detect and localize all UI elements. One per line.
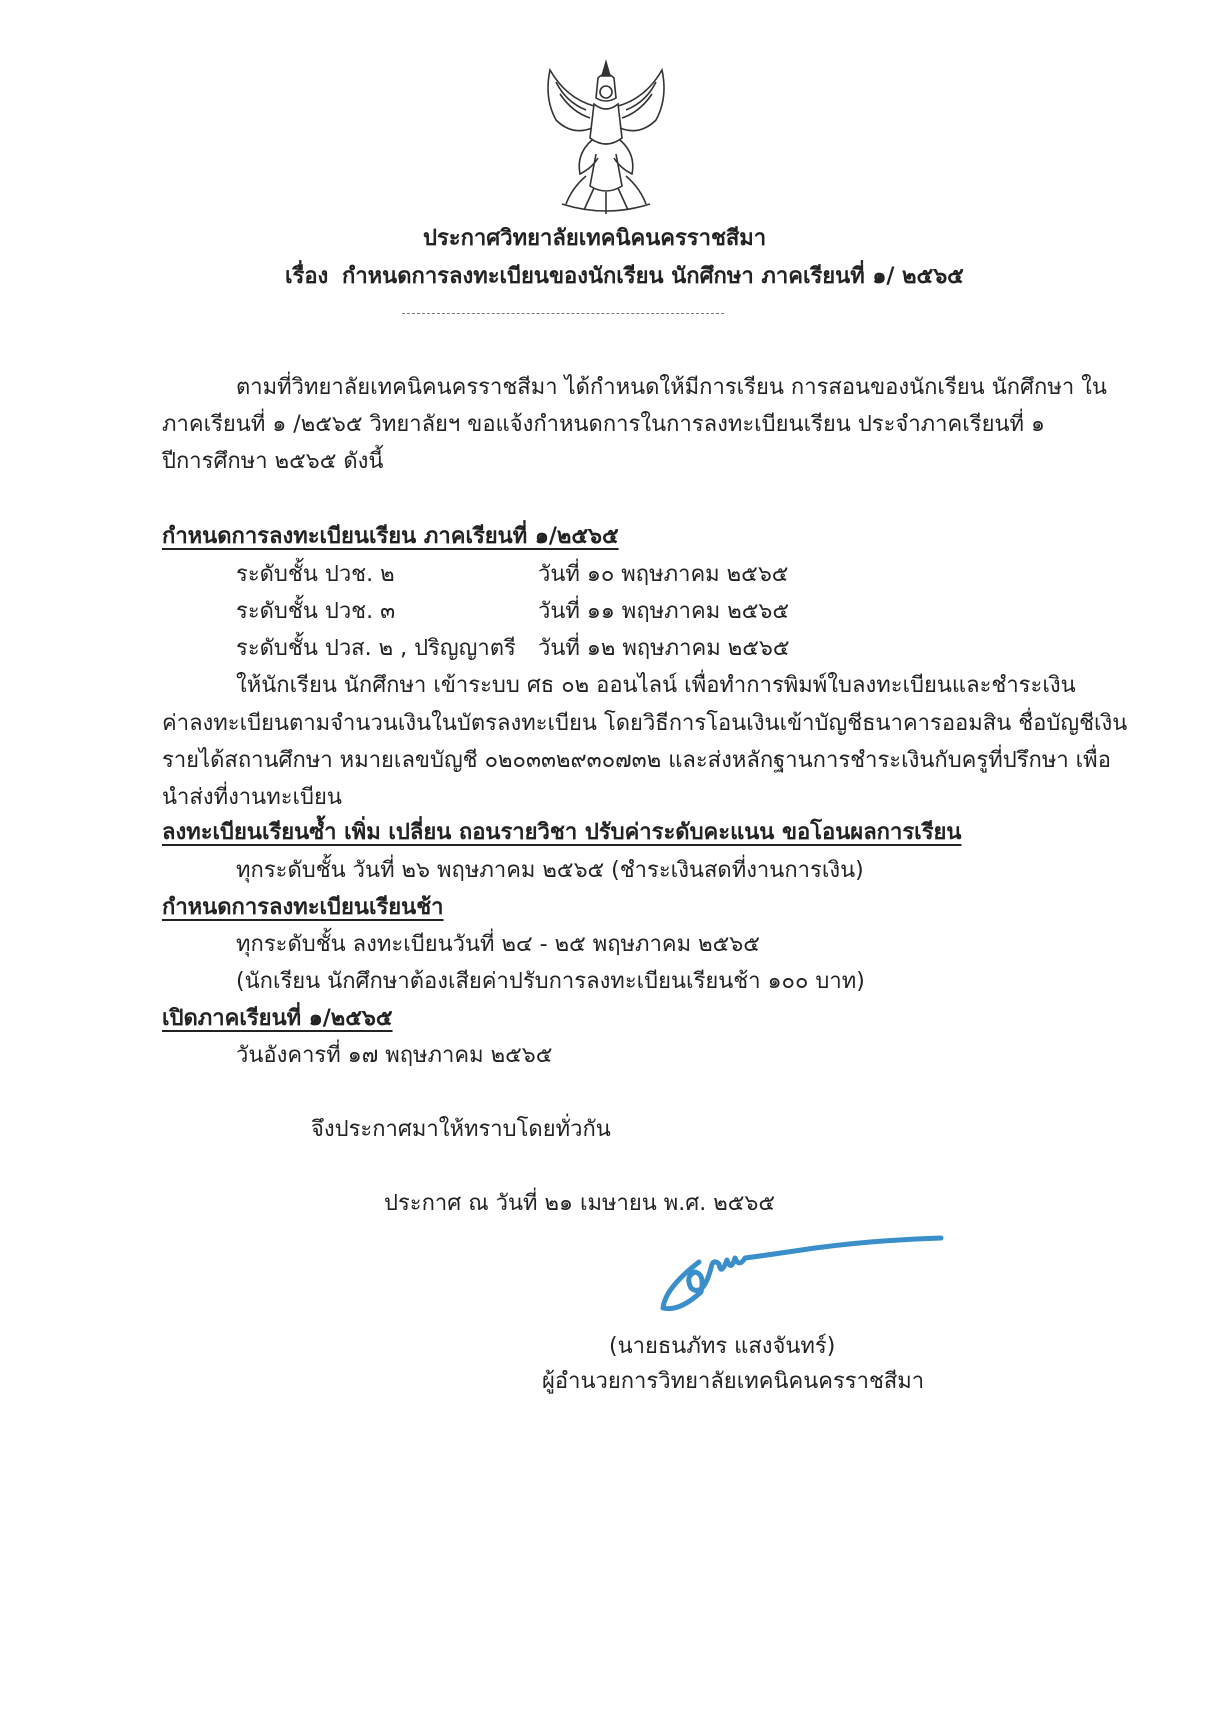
signature-image [655,1228,945,1318]
announcement-date: ประกาศ ณ วันที่ ๒๑ เมษายน พ.ศ. ๒๕๖๕ [384,1191,775,1216]
closing-announcement: จึงประกาศมาให้ทราบโดยทั่วกัน [311,1117,611,1142]
section-late-heading: กำหนดการลงทะเบียนเรียนช้า [162,895,444,920]
section-registration-heading: กำหนดการลงทะเบียนเรียน ภาคเรียนที่ ๑/๒๕๖๕ [162,524,619,549]
payment-line-4: นำส่งที่งานทะเบียน [162,785,342,810]
schedule-date: วันที่ ๑๒ พฤษภาคม ๒๕๖๕ [538,636,790,661]
payment-line-1: ให้นักเรียน นักศึกษา เข้าระบบ ศธ ๐๒ ออนไลน์ เพื่อทำการพิมพ์ใบลงทะเบียนและชำระเงิน [236,673,1076,698]
subject-text: กำหนดการลงทะเบียนของนักเรียน นักศึกษา ภาคเรียนที่ ๑/ ๒๕๖๕ [342,264,964,289]
subject-label: เรื่อง [285,264,329,289]
section-semester-open-heading: เปิดภาคเรียนที่ ๑/๒๕๖๕ [162,1006,393,1031]
late-fee-line: (นักเรียน นักศึกษาต้องเสียค่าปรับการลงทะเบียนเรียนช้า ๑๐๐ บาท) [236,969,865,994]
schedule-level: ระดับชั้น ปวช. ๒ [236,562,395,587]
signatory-position: ผู้อำนวยการวิทยาลัยเทคนิคนครราชสีมา [542,1369,925,1394]
late-date-line: ทุกระดับชั้น ลงทะเบียนวันที่ ๒๔ - ๒๕ พฤษภาคม ๒๕๖๕ [236,932,760,957]
payment-line-3: รายได้สถานศึกษา หมายเลขบัญชี ๐๒๐๓๓๒๙๓๐๗๓๒ และส่งหลักฐานการชำระเงินกับครูที่ปรึกษา เพื่อ [162,748,1111,773]
schedule-level: ระดับชั้น ปวส. ๒ , ปริญญาตรี [236,636,516,661]
intro-line-3: ปีการศึกษา ๒๕๖๕ ดังนี้ [162,449,384,474]
schedule-level: ระดับชั้น ปวช. ๓ [236,599,396,624]
schedule-date: วันที่ ๑๐ พฤษภาคม ๒๕๖๕ [538,562,789,587]
intro-line-1: ตามที่วิทยาลัยเทคนิคนครราชสีมา ได้กำหนดให้มีการเรียน การสอนของนักเรียน นักศึกษา ใน [236,375,1107,400]
garuda-emblem [536,58,676,218]
intro-line-2: ภาคเรียนที่ ๑ /๒๕๖๕ วิทยาลัยฯ ขอแจ้งกำหนดการในการลงทะเบียนเรียน ประจำภาคเรียนที่ ๑ [162,412,1045,437]
payment-line-2: ค่าลงทะเบียนตามจำนวนเงินในบัตรลงทะเบียน โดยวิธีการโอนเงินเข้าบัญชีธนาคารออมสิน ชื่อบัญชีเงิน [162,711,1128,736]
title-divider [402,313,724,314]
section-modify-heading: ลงทะเบียนเรียนซ้ำ เพิ่ม เปลี่ยน ถอนรายวิชา ปรับค่าระดับคะแนน ขอโอนผลการเรียน [162,820,962,845]
signatory-name: (นายธนภัทร แสงจันทร์) [609,1334,836,1359]
modify-date-line: ทุกระดับชั้น วันที่ ๒๖ พฤษภาคม ๒๕๖๕ (ชำระเงินสดที่งานการเงิน) [236,858,864,883]
announcement-title: ประกาศวิทยาลัยเทคนิคนครราชสีมา [423,226,767,251]
semester-open-date: วันอังคารที่ ๑๗ พฤษภาคม ๒๕๖๕ [236,1043,553,1068]
schedule-date: วันที่ ๑๑ พฤษภาคม ๒๕๖๕ [538,599,789,624]
